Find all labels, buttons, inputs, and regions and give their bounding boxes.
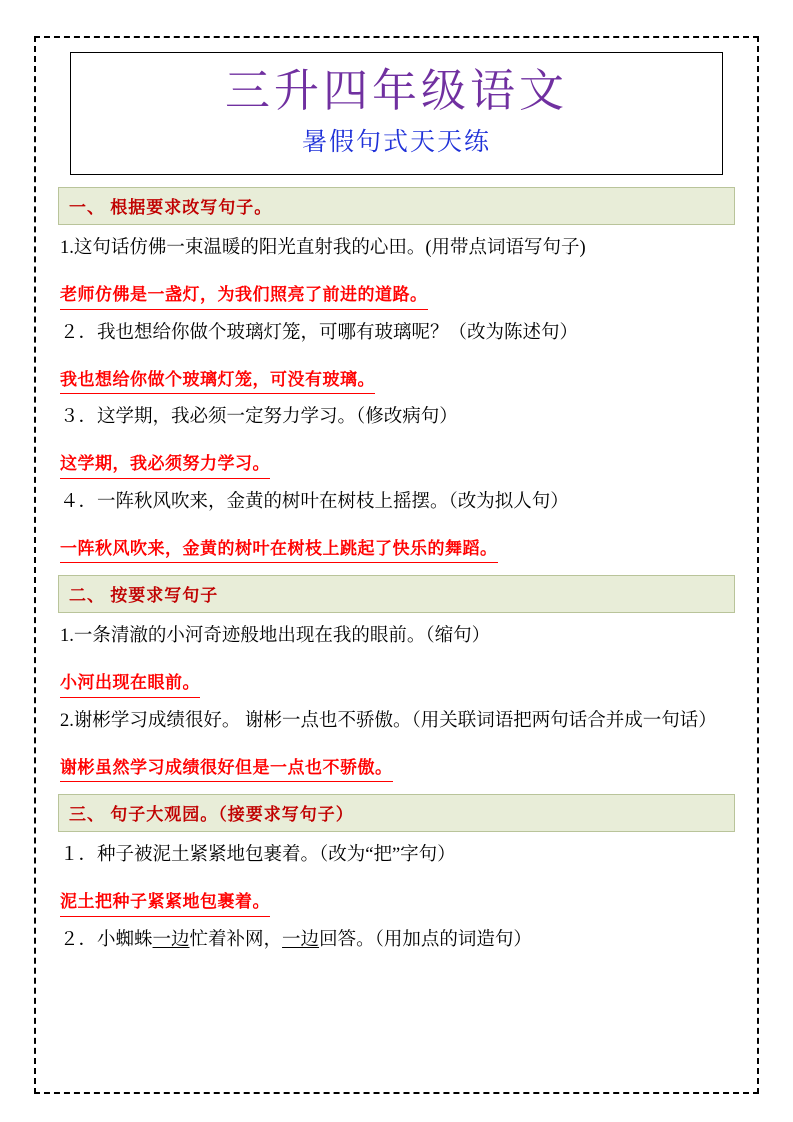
answer-3-1-wrap	[58, 880, 735, 917]
question-3-2	[60, 926, 735, 956]
section-heading-2: 二、 按要求写句子	[58, 575, 735, 613]
section-heading-3: 三、 句子大观园。（接要求写句子）	[58, 794, 735, 832]
question-3-1: １．种子被泥土紧紧地包裹着。（改为“把”字句）	[60, 845, 456, 866]
answer-1-1-wrap	[58, 273, 735, 310]
question-2-1: 1.一条清澈的小河奇迹般地出现在我的眼前。（缩句）	[60, 626, 491, 647]
section-heading-1: 一、 根据要求改写句子。	[58, 187, 735, 225]
question-3-2-part-3: 忙着补网，	[189, 929, 283, 950]
answer-1-1: 老师仿佛是一盏灯，为我们照亮了前进的道路。	[60, 282, 428, 310]
title-box	[70, 52, 723, 175]
answer-3-1: 泥土把种子紧紧地包裹着。	[60, 889, 270, 917]
answer-2-1: 小河出现在眼前。	[60, 670, 200, 698]
answer-1-4: 一阵秋风吹来，金黄的树叶在树枝上跳起了快乐的舞蹈。	[60, 536, 498, 564]
page-content	[34, 52, 759, 1102]
answer-1-3: 这学期，我必须努力学习。	[60, 451, 270, 479]
answer-2-2-wrap	[58, 746, 735, 783]
question-1-4: ４．一阵秋风吹来，金黄的树叶在树枝上摇摆。（改为拟人句）	[60, 491, 569, 512]
question-3-2-part-1: ２．小蜘蛛	[60, 929, 153, 950]
question-1-1: 1.这句话仿佛一束温暖的阳光直射我的心田。(用带点词语写句子)	[60, 238, 586, 259]
answer-2-1-wrap	[58, 661, 735, 698]
page-title: 三升四年级语文	[224, 66, 568, 116]
question-3-2-part-4: 一边	[282, 929, 320, 950]
answer-1-2-wrap	[58, 358, 735, 395]
answer-1-2: 我也想给你做个玻璃灯笼，可没有玻璃。	[60, 367, 375, 395]
answer-1-4-wrap	[58, 527, 735, 564]
page-subtitle: 暑假句式天天练	[301, 129, 491, 157]
answer-2-2: 谢彬虽然学习成绩很好但是一点也不骄傲。	[60, 755, 393, 783]
question-1-3: ３．这学期，我必须一定努力学习。（修改病句）	[60, 407, 458, 428]
question-3-2-part-2: 一边	[152, 929, 190, 950]
question-2-2: 2.谢彬学习成绩很好。 谢彬一点也不骄傲。（用关联词语把两句话合并成一句话）	[60, 710, 717, 731]
question-1-2: ２．我也想给你做个玻璃灯笼，可哪有玻璃呢？（改为陈述句）	[60, 322, 579, 343]
answer-1-3-wrap	[58, 442, 735, 479]
question-3-2-part-5: 回答。（用加点的词造句）	[319, 929, 532, 950]
